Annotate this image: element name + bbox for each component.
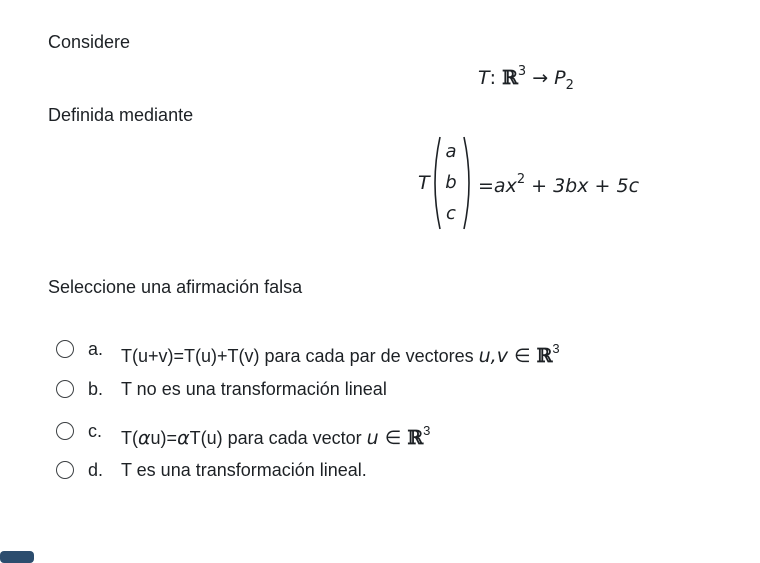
vector-entry-c: c: [446, 203, 456, 224]
option-a[interactable]: [56, 337, 696, 367]
mapping-formula: T: ℝ$^3$ → $P_2$: [478, 64, 574, 93]
option-d[interactable]: [56, 458, 696, 484]
transformation-definition: T a b c $=ax^2 + 3bx + 5c$: [418, 135, 678, 231]
vector-entry-b: b: [445, 172, 457, 193]
question-prompt: Seleccione una afirmación falsa: [48, 277, 303, 297]
vector-entry-a: a: [445, 141, 457, 162]
corner-tab[interactable]: [0, 551, 34, 563]
option-b-letter: b.: [88, 379, 104, 399]
radio-button-b[interactable]: [56, 380, 74, 398]
radio-button-d[interactable]: [56, 461, 74, 479]
option-c-letter: c.: [88, 421, 103, 441]
option-c[interactable]: [56, 419, 696, 449]
option-a-label: T(u+v)=T(u)+T(v) para cada par de vectores u,v ∈ ℝ$^3$: [121, 341, 560, 367]
option-b-label: T no es una transformación lineal: [121, 379, 387, 399]
radio-button-c[interactable]: [56, 422, 74, 440]
option-d-letter: d.: [88, 460, 104, 480]
option-a-letter: a.: [88, 339, 104, 359]
option-b[interactable]: [56, 377, 696, 403]
intro-text: Considere: [48, 32, 131, 52]
option-d-label: T es una transformación lineal.: [121, 460, 367, 480]
defined-by-text: Definida mediante: [48, 105, 194, 125]
option-c-label: T(αu)=αT(u) para cada vector u ∈ ℝ$^3$: [121, 423, 431, 449]
right-paren-icon: [462, 135, 476, 231]
radio-button-a[interactable]: [56, 340, 74, 358]
